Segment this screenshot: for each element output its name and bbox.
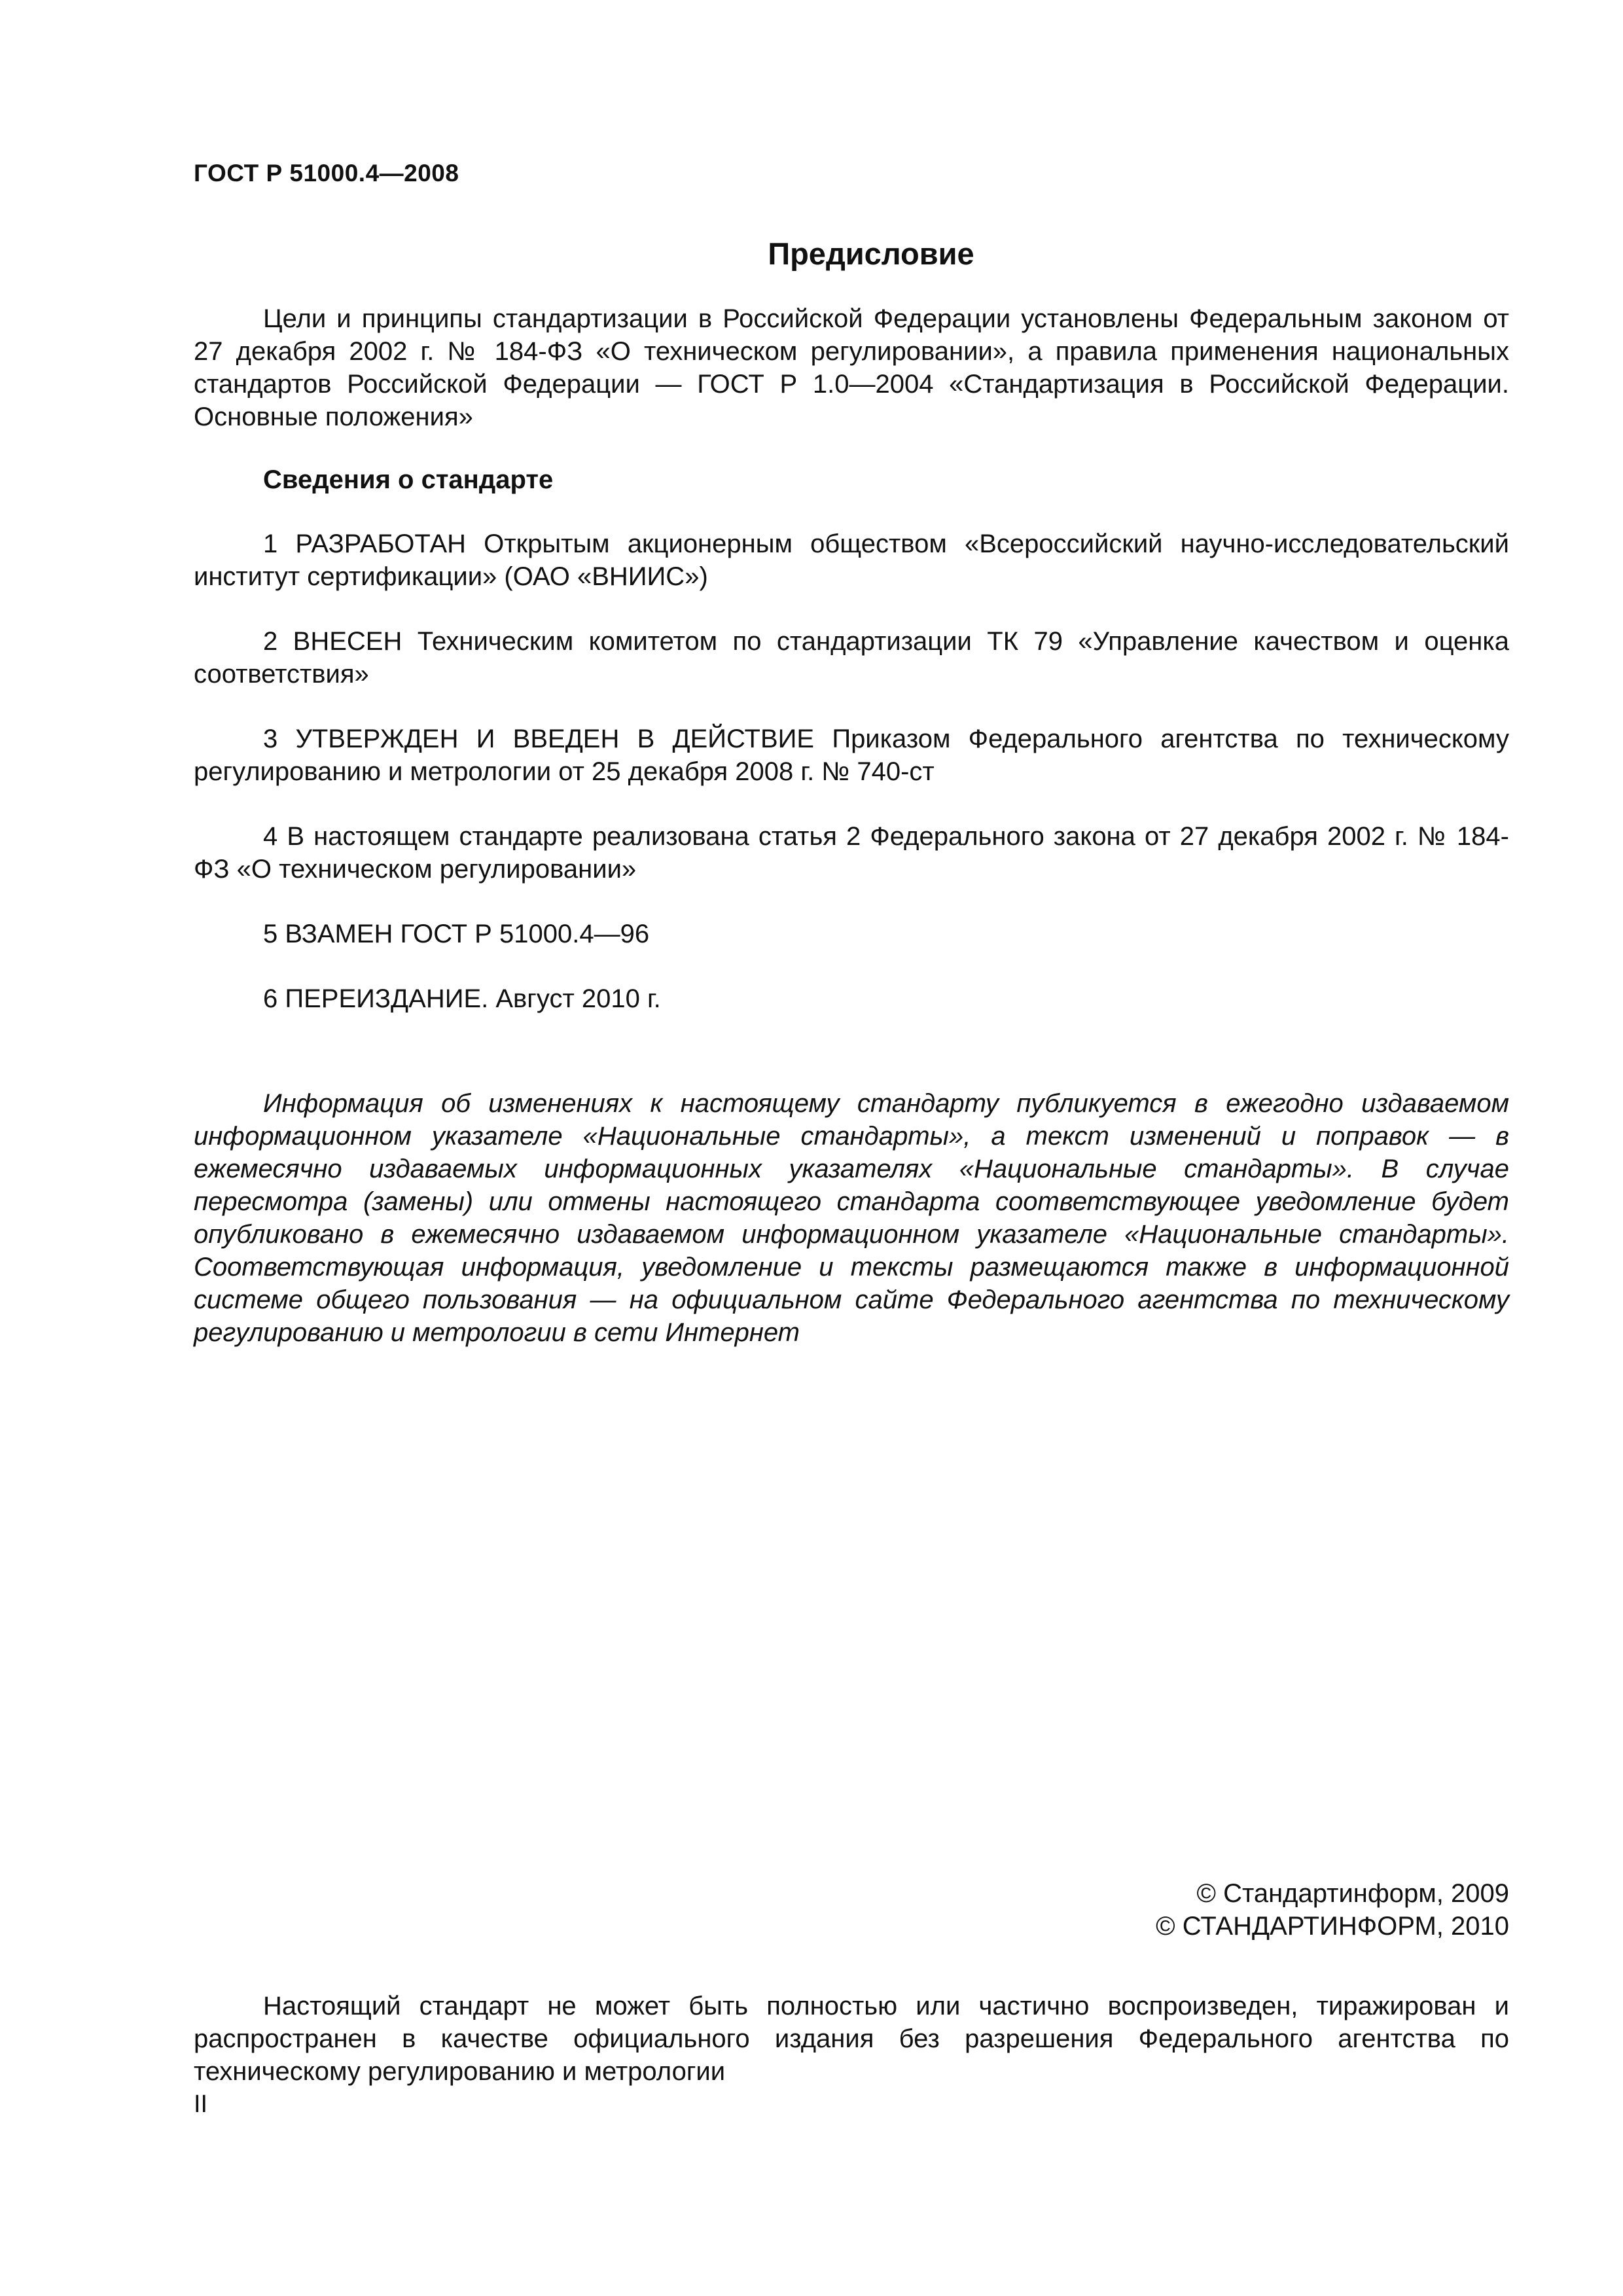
page-number: II bbox=[194, 2090, 208, 2118]
info-item-5: 5 ВЗАМЕН ГОСТ Р 51000.4—96 bbox=[263, 920, 650, 948]
section-heading: Сведения о стандарте bbox=[263, 465, 554, 494]
changes-notice: Информация об изменениях к настоящему стандарту публикуется в ежегодно издаваемом информационном указателе «Национальные стандарты», а текст изменений и поправок — в ежемесячно издаваемых информационных указателях «Национальные стандарты». В случае пересмотра (замены) или отмены настоящего стандарта соответствующее уведомление будет опубликовано в ежемесячно издаваемом информационном указателе «Национальные стандарты». Соответствующая информация, уведомление и тексты размещаются также в информационной системе общего пользования — на официальном сайте Федерального агентства по техническому регулированию и метрологии в сети Интернет bbox=[194, 1089, 1509, 1347]
info-item-6: 6 ПЕРЕИЗДАНИЕ. Август 2010 г. bbox=[263, 984, 661, 1013]
intro-paragraph: Цели и принципы стандартизации в Российской Федерации установлены Федеральным законом от 27 декабря 2002 г. № 184-ФЗ «О техническом регулировании», а правила применения национальных стандартов Российской Федерации — ГОСТ Р 1.0—2004 «Стандартизация в Российской Федерации. Основные положения» bbox=[194, 304, 1509, 431]
copyright-block bbox=[1156, 1877, 1509, 1943]
copyright-line-2009: © Стандартинформ, 2009 bbox=[1196, 1879, 1509, 1908]
legal-notice: Настоящий стандарт не может быть полностью или частично воспроизведен, тиражирован и распространен в качестве официального издания без разрешения Федерального агентства по техническому регулированию и метрологии bbox=[194, 1992, 1509, 2086]
info-item-3: 3 УТВЕРЖДЕН И ВВЕДЕН В ДЕЙСТВИЕ Приказом Федерального агентства по техническому регулированию и метрологии от 25 декабря 2008 г. № 740-ст bbox=[194, 725, 1509, 786]
page-content bbox=[194, 236, 1509, 1375]
document-code: ГОСТ Р 51000.4—2008 bbox=[194, 160, 459, 187]
info-item-4: 4 В настоящем стандарте реализована статья 2 Федерального закона от 27 декабря 2002 г. № 184-ФЗ «О техническом регулировании» bbox=[194, 822, 1509, 884]
copyright-line-2010: © СТАНДАРТИНФОРМ, 2010 bbox=[1156, 1912, 1509, 1941]
info-item-2: 2 ВНЕСЕН Техническим комитетом по стандартизации ТК 79 «Управление качеством и оценка соответствия» bbox=[194, 627, 1509, 689]
page-title: Предисловие bbox=[768, 236, 974, 271]
info-item-1: 1 РАЗРАБОТАН Открытым акционерным обществом «Всероссийский научно-исследовательский институт сертификации» (ОАО «ВНИИС») bbox=[194, 529, 1509, 591]
